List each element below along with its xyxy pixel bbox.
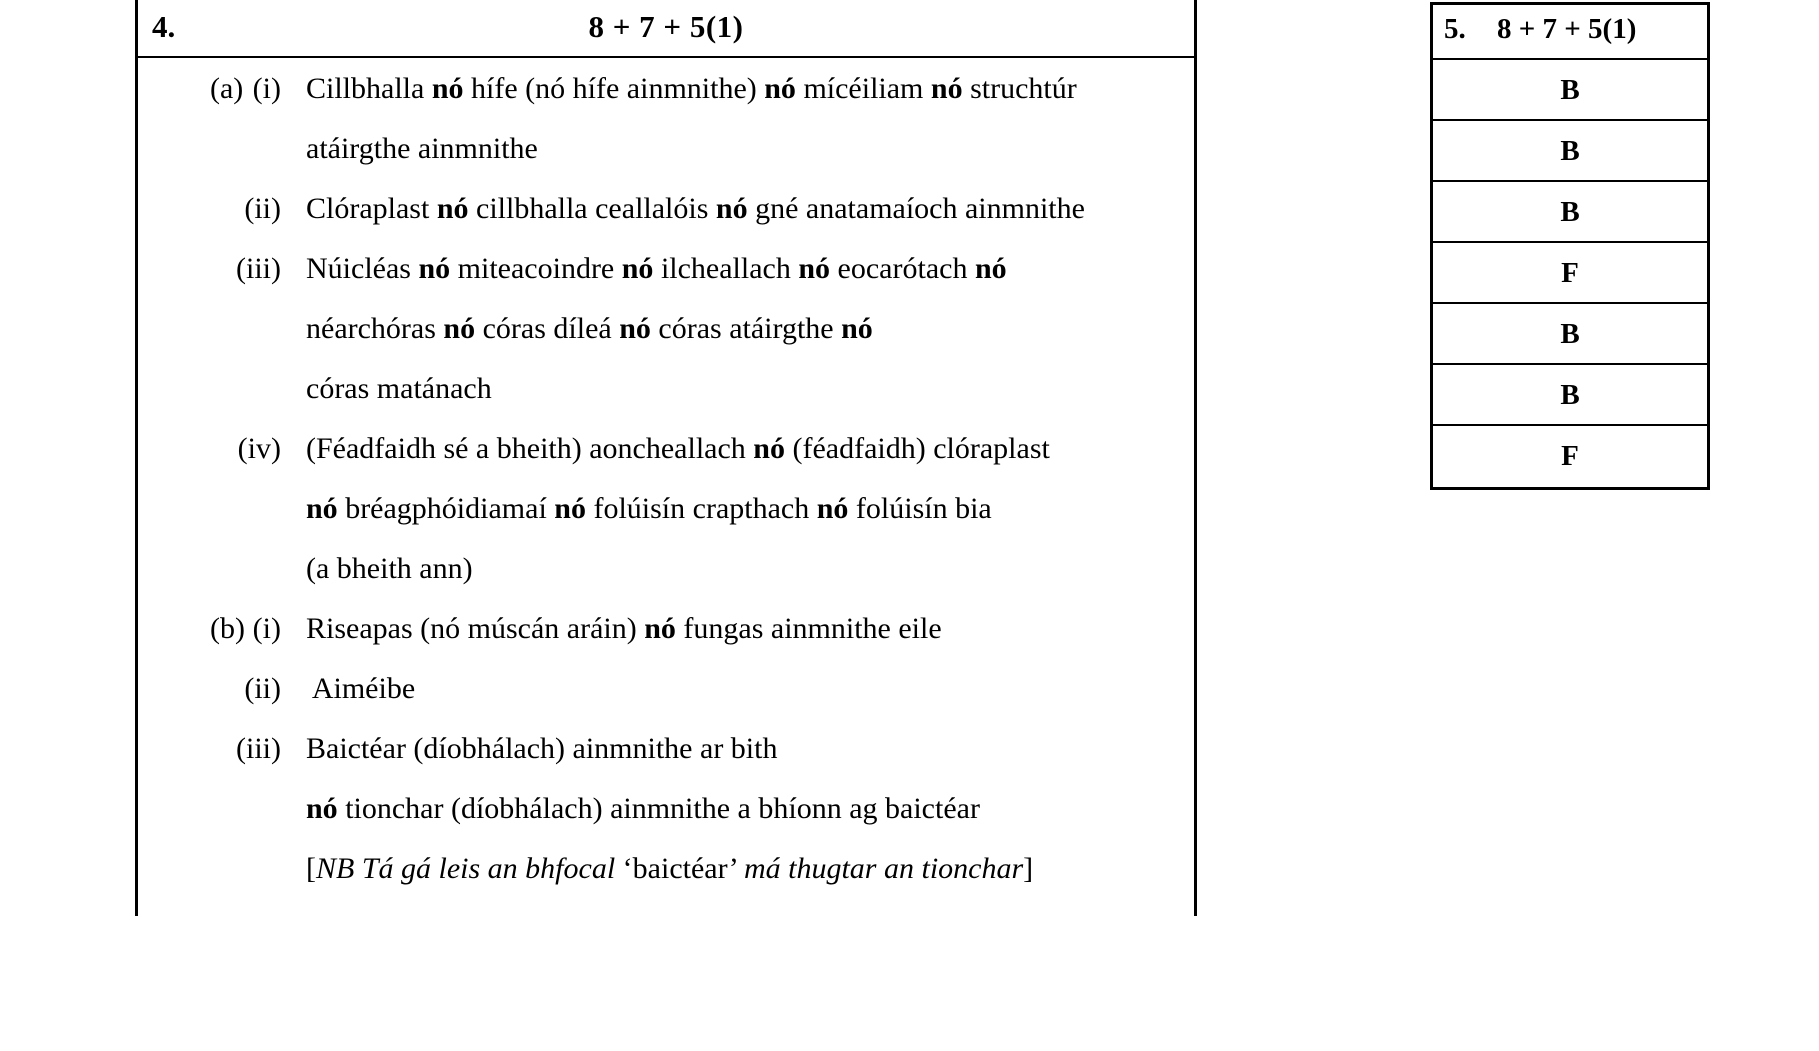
- question-5-answer-cell: B: [1433, 121, 1707, 182]
- answer-text: (a bheith ann): [306, 552, 473, 585]
- question-4-table: [135, 0, 1197, 916]
- question-5-answer-cell: B: [1433, 304, 1707, 365]
- question-4-header-row: [138, 0, 1194, 58]
- answer-roman-label: (iii): [236, 732, 281, 765]
- answer-text: Clóraplast nó cillbhalla ceallalóis nó gné anatamaíoch ainmnithe: [306, 192, 1085, 225]
- answer-roman-label: (ii): [244, 192, 281, 225]
- answer-text: Riseapas (nó múscán aráin) nó fungas ainmnithe eile: [306, 612, 942, 645]
- answer-roman-label: (i): [252, 72, 281, 105]
- answer-line: [138, 192, 1194, 252]
- question-5-answer-cell: B: [1433, 60, 1707, 121]
- question-5-answer-cell: F: [1433, 243, 1707, 304]
- answer-line: [138, 132, 1194, 192]
- question-5-header-row: [1433, 5, 1707, 60]
- answer-text: Aiméibe: [306, 672, 416, 705]
- answer-text: Núicléas nó miteacoindre nó ilcheallach nó eocarótach nó: [306, 252, 1007, 285]
- answer-line: [138, 252, 1194, 312]
- answer-line: [138, 672, 1194, 732]
- question-4-number: 4.: [152, 9, 176, 44]
- answer-line: [138, 372, 1194, 432]
- answer-text: néarchóras nó córas díleá nó córas atáirgthe nó: [306, 312, 873, 345]
- question-5-answer-cell: B: [1433, 182, 1707, 243]
- answer-text: Baictéar (díobhálach) ainmnithe ar bith: [306, 732, 778, 765]
- answer-line: [138, 732, 1194, 792]
- question-5-answer-cells: [1433, 60, 1707, 487]
- answer-roman-label: (ii): [244, 672, 281, 705]
- question-4-marks: 8 + 7 + 5(1): [588, 9, 744, 44]
- answer-text: nó bréagphóidiamaí nó folúisín crapthach nó folúisín bia: [306, 492, 992, 525]
- answer-roman-label: (iii): [236, 252, 281, 285]
- answer-text: córas matánach: [306, 372, 492, 405]
- question-4-answer-list: [138, 58, 1194, 916]
- question-5-marks: 8 + 7 + 5(1): [1497, 13, 1637, 45]
- answer-line: [138, 852, 1194, 912]
- answer-text: Cillbhalla nó hífe (nó hífe ainmnithe) nó mícéiliam nó struchtúr: [306, 72, 1077, 105]
- answer-line: [138, 312, 1194, 372]
- answer-line: [138, 792, 1194, 852]
- answer-text: nó tionchar (díobhálach) ainmnithe a bhíonn ag baictéar: [306, 792, 980, 825]
- question-5-answer-cell: F: [1561, 440, 1579, 472]
- answer-roman-label: (iv): [237, 432, 281, 465]
- answer-letter-label: (b): [210, 612, 245, 645]
- answer-line: [138, 492, 1194, 552]
- answer-roman-label: (i): [252, 612, 281, 645]
- answer-text: (Féadfaidh sé a bheith) aoncheallach nó (féadfaidh) clóraplast: [306, 432, 1050, 465]
- question-5-answer-cell: B: [1433, 365, 1707, 426]
- answer-letter-label: (a): [210, 72, 244, 105]
- answer-line: [138, 612, 1194, 672]
- answer-line: [138, 432, 1194, 492]
- question-5-table: [1430, 2, 1710, 490]
- answer-line: [138, 552, 1194, 612]
- answer-text: [NB Tá gá leis an bhfocal ‘baictéar’ má thugtar an tionchar]: [306, 852, 1034, 885]
- question-5-number: 5.: [1444, 13, 1466, 45]
- answer-line: [138, 72, 1194, 132]
- answer-text: atáirgthe ainmnithe: [306, 132, 538, 165]
